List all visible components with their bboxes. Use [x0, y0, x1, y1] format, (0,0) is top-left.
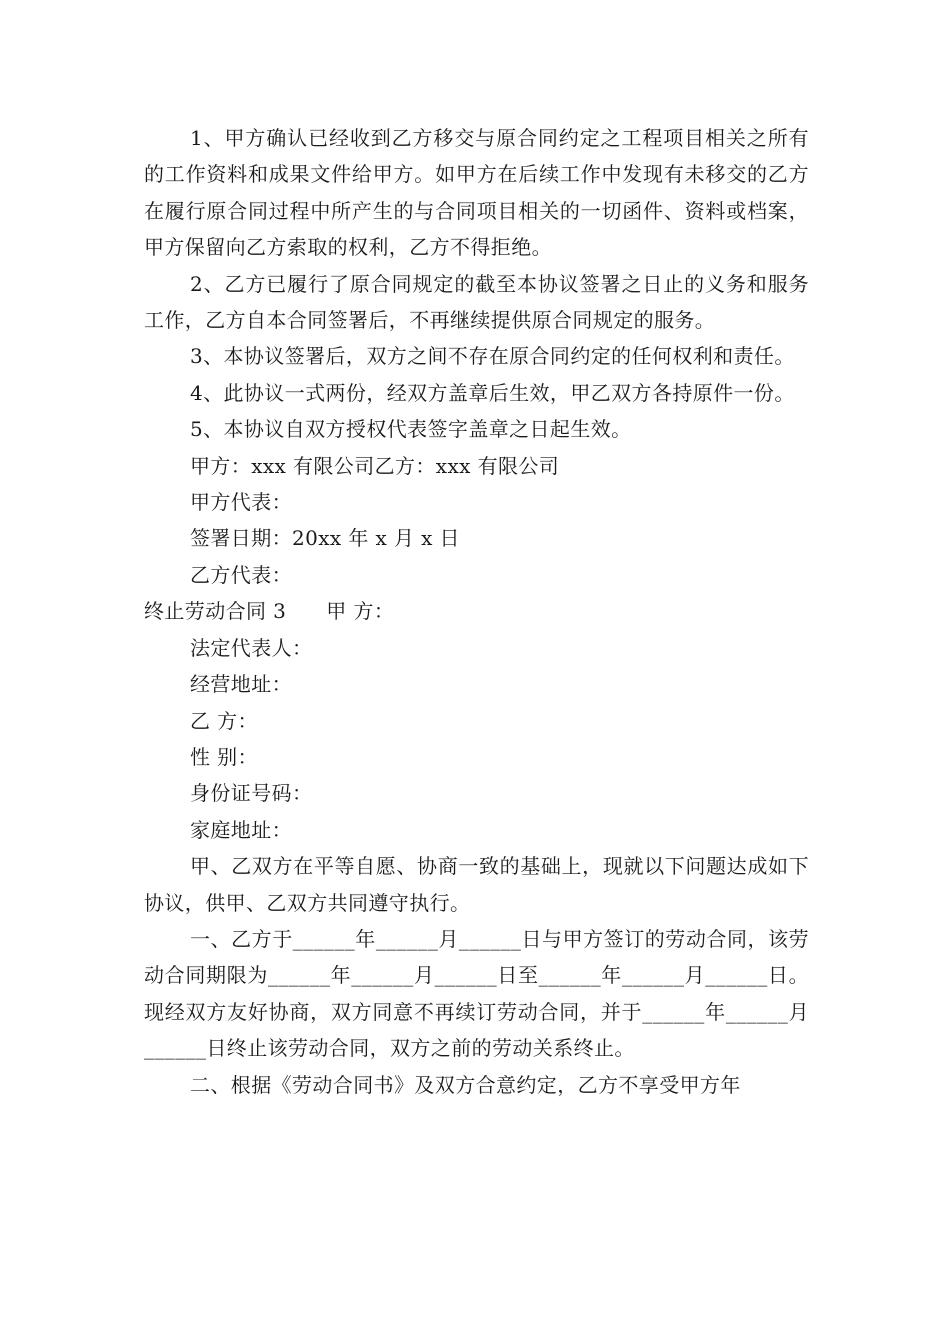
party-b-representative: 乙方代表：: [190, 562, 292, 587]
party-a-field: 甲 方：: [326, 599, 395, 624]
legal-representative-field: 法定代表人：: [190, 635, 313, 660]
business-address-field: 经营地址：: [190, 672, 292, 697]
party-a-representative: 甲方代表：: [190, 490, 292, 515]
id-number-field: 身份证号码：: [190, 781, 313, 806]
document-body: [144, 120, 809, 1103]
signing-date: 签署日期：20xx 年 x 月 x 日: [190, 526, 460, 551]
clause-2: 2、乙方已履行了原合同规定的截至本协议签署之日止的义务和服务工作，乙方自本合同签署后，不再继续提供原合同规定的服务。: [144, 271, 809, 333]
parties-line: 甲方：xxx 有限公司乙方：xxx 有限公司: [190, 453, 560, 478]
gender-field: 性 别：: [190, 744, 258, 769]
clause-1: 1、甲方确认已经收到乙方移交与原合同约定之工程项目相关之所有的工作资料和成果文件给甲方。如甲方在后续工作中发现有未移交的乙方在履行原合同过程中所产生的与合同项目相关的一切函件、资料或档案，甲方保留向乙方索取的权利，乙方不得拒绝。: [144, 126, 809, 260]
party-b-field: 乙 方：: [190, 708, 258, 733]
agreement-preamble: 甲、乙双方在平等自愿、协商一致的基础上，现就以下问题达成如下协议，供甲、乙双方共同遵守执行。: [144, 854, 809, 915]
clause-4: 4、此协议一式两份，经双方盖章后生效，甲乙双方各持原件一份。: [190, 380, 795, 405]
article-one: 一、乙方于______年______月______日与甲方签订的劳动合同，该劳动合同期限为______年______月______日至______年______月______日。现经双方友好协商，双方同意不再续订劳动合同，并于______年______月______日终止该劳动合同，双方之前的劳动关系终止。: [144, 926, 809, 1061]
clause-5: 5、本协议自双方授权代表签字盖章之日起生效。: [190, 417, 632, 442]
home-address-field: 家庭地址：: [190, 817, 292, 842]
section-title: 终止劳动合同 3: [144, 599, 287, 624]
article-two: 二、根据《劳动合同书》及双方合意约定，乙方不享受甲方年: [190, 1072, 741, 1097]
section-heading-line: [144, 593, 809, 629]
clause-3: 3、本协议签署后，双方之间不存在原合同约定的任何权利和责任。: [190, 344, 795, 369]
